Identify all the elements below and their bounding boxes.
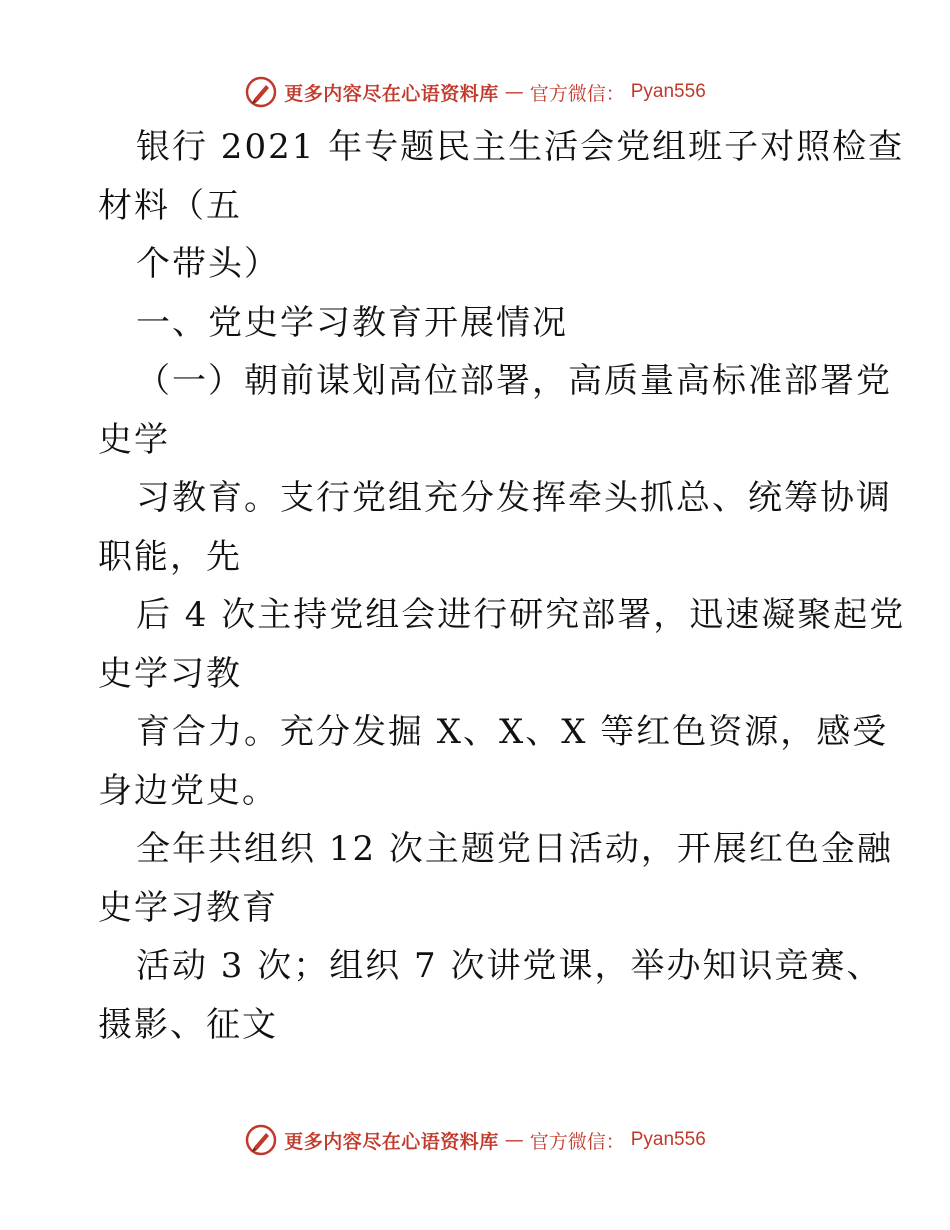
watermark-label: 官方微信： — [529, 82, 625, 105]
document-body — [98, 118, 906, 1054]
document-line: 史学习教 — [98, 653, 242, 694]
watermark-text: 更多内容尽在心语资料库 — [284, 82, 499, 105]
pen-logo-icon — [244, 75, 278, 109]
document-line: （一）朝前谋划高位部署，高质量高标准部署党 — [136, 361, 892, 401]
pen-logo-icon — [244, 1123, 278, 1157]
document-line: 全年共组织 12 次主题党日活动，开展红色金融 — [136, 829, 893, 869]
watermark-separator: — — [504, 81, 524, 103]
header-watermark — [0, 70, 950, 114]
document-line: 摄影、征文 — [98, 1004, 278, 1045]
section-heading: 一、党史学习教育开展情况 — [136, 302, 568, 343]
watermark-id: Pyan556 — [630, 81, 706, 102]
watermark-separator: — — [504, 1129, 524, 1151]
document-line: 活动 3 次；组织 7 次讲党课，举办知识竞赛、 — [136, 946, 883, 986]
document-line: 个带头） — [136, 244, 280, 284]
document-line: 身边党史。 — [98, 770, 278, 811]
document-line: 史学 — [98, 419, 170, 460]
document-line: 习教育。支行党组充分发挥牵头抓总、统筹协调 — [136, 478, 892, 518]
document-line: 育合力。充分发掘 X、X、X 等红色资源，感受 — [136, 712, 889, 752]
document-line: 史学习教育 — [98, 887, 278, 928]
document-line: 材料（五 — [98, 185, 242, 226]
document-line: 后 4 次主持党组会进行研究部署，迅速凝聚起党 — [136, 595, 906, 635]
document-line: 职能，先 — [98, 536, 242, 577]
watermark-label: 官方微信： — [529, 1130, 625, 1153]
document-line: 银行 2021 年专题民主生活会党组班子对照检查 — [136, 127, 905, 167]
footer-watermark — [0, 1118, 950, 1162]
watermark-id: Pyan556 — [630, 1129, 706, 1150]
watermark-text: 更多内容尽在心语资料库 — [284, 1130, 499, 1153]
